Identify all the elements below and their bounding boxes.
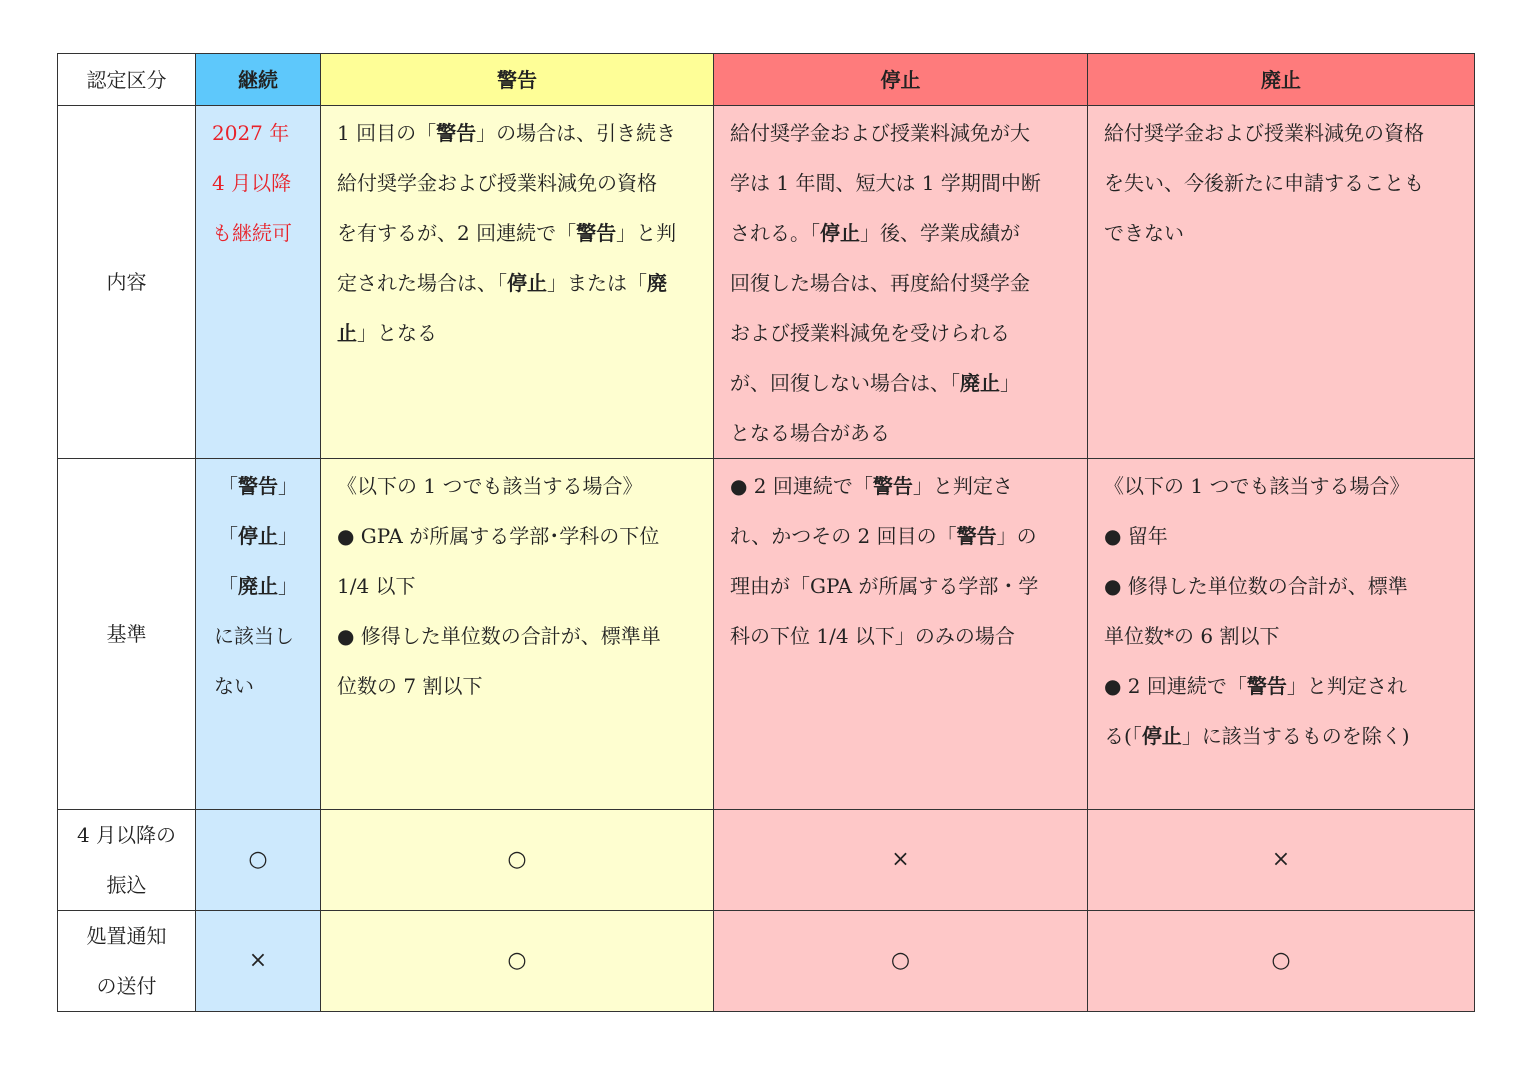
content-warning-line: 1 回目の「警告」の場合は、引き続き	[337, 121, 677, 145]
header-abolition: 廃止	[1088, 54, 1475, 106]
content-abolition-line: 給付奨学金および授業料減免の資格	[1104, 121, 1424, 145]
criteria-warning-line: 1/4 以下	[337, 574, 416, 598]
content-abolition-line: を失い、今後新たに申請することも	[1104, 171, 1424, 195]
criteria-abolition-cell	[1088, 459, 1475, 810]
criteria-suspension-line: れ、かつその 2 回目の「警告」の	[730, 524, 1037, 548]
criteria-abolition-line: ● 修得した単位数の合計が、標準	[1104, 574, 1408, 598]
content-abolition-cell	[1088, 106, 1475, 459]
content-warning-line: 定された場合は、「停止」または「廃	[337, 271, 667, 295]
criteria-warning-line: 《以下の 1 つでも該当する場合》	[337, 474, 643, 498]
criteria-abolition-line: 《以下の 1 つでも該当する場合》	[1104, 474, 1410, 498]
header-warning: 警告	[321, 54, 714, 106]
content-row	[58, 106, 1475, 459]
criteria-continue-line: ない	[214, 674, 254, 698]
content-continue-line: 4 月以降	[212, 171, 292, 195]
criteria-row	[58, 459, 1475, 810]
criteria-abolition-line: 単位数*の 6 割以下	[1104, 624, 1280, 648]
notice-row	[58, 911, 1475, 1012]
content-warning-line: 給付奨学金および授業料減免の資格	[337, 171, 657, 195]
content-abolition-line: できない	[1104, 221, 1184, 245]
certification-table	[57, 53, 1475, 1012]
criteria-warning-line: ● 修得した単位数の合計が、標準単	[337, 624, 661, 648]
criteria-abolition-line: ● 2 回連続で「警告」と判定され	[1104, 674, 1407, 698]
transfer-suspension-mark: ×	[714, 810, 1088, 911]
content-suspension-line: 回復した場合は、再度給付奨学金	[730, 271, 1030, 295]
content-warning-line: を有するが、2 回連続で「警告」と判	[337, 221, 677, 245]
content-suspension-line: される。「停止」後、学業成績が	[730, 221, 1020, 245]
criteria-abolition-line: る(「停止」に該当するものを除く)	[1104, 724, 1410, 748]
row-label-notice	[58, 911, 196, 1012]
criteria-abolition-line: ● 留年	[1104, 524, 1168, 548]
header-suspension: 停止	[714, 54, 1088, 106]
transfer-abolition-mark: ×	[1088, 810, 1475, 911]
content-suspension-cell	[714, 106, 1088, 459]
header-continue: 継続	[196, 54, 321, 106]
header-row	[58, 54, 1475, 106]
criteria-continue-line: 「停止」	[218, 524, 298, 548]
content-warning-line: 止」となる	[337, 321, 437, 345]
criteria-continue-cell	[196, 459, 321, 810]
content-warning-cell	[321, 106, 714, 459]
criteria-suspension-line: 科の下位 1/4 以下」のみの場合	[730, 624, 1015, 648]
transfer-continue-mark: ○	[196, 810, 321, 911]
content-continue-line: も継続可	[212, 221, 292, 245]
transfer-row	[58, 810, 1475, 911]
notice-suspension-mark: ○	[714, 911, 1088, 1012]
criteria-continue-line: 「警告」	[218, 474, 298, 498]
row-label-line: 振込	[106, 873, 147, 897]
criteria-suspension-cell	[714, 459, 1088, 810]
row-label-line: 処置通知	[86, 924, 167, 948]
criteria-warning-line: 位数の 7 割以下	[337, 674, 483, 698]
content-suspension-line: 給付奨学金および授業料減免が大	[730, 121, 1030, 145]
content-suspension-line: となる場合がある	[730, 421, 890, 445]
row-label-line: 4 月以降の	[76, 823, 177, 847]
criteria-suspension-line: 理由が「GPA が所属する学部・学	[730, 574, 1039, 598]
content-suspension-line: および授業料減免を受けられる	[730, 321, 1010, 345]
content-continue-line: 2027 年	[212, 121, 290, 145]
notice-warning-mark: ○	[321, 911, 714, 1012]
transfer-warning-mark: ○	[321, 810, 714, 911]
content-suspension-line: 学は 1 年間、短大は 1 学期間中断	[730, 171, 1041, 195]
row-label-transfer	[58, 810, 196, 911]
criteria-warning-cell	[321, 459, 714, 810]
header-certification-category: 認定区分	[58, 54, 196, 106]
criteria-continue-line: に該当し	[214, 624, 294, 648]
content-suspension-line: が、回復しない場合は、「廃止」	[730, 371, 1020, 395]
row-label-criteria: 基準	[58, 459, 196, 810]
content-continue-cell	[196, 106, 321, 459]
criteria-continue-line: 「廃止」	[218, 574, 298, 598]
notice-continue-mark: ×	[196, 911, 321, 1012]
criteria-suspension-line: ● 2 回連続で「警告」と判定さ	[730, 474, 1013, 498]
row-label-line: の送付	[96, 974, 157, 998]
criteria-warning-line: ● GPA が所属する学部･学科の下位	[337, 524, 660, 548]
row-label-content: 内容	[58, 106, 196, 459]
notice-abolition-mark: ○	[1088, 911, 1475, 1012]
